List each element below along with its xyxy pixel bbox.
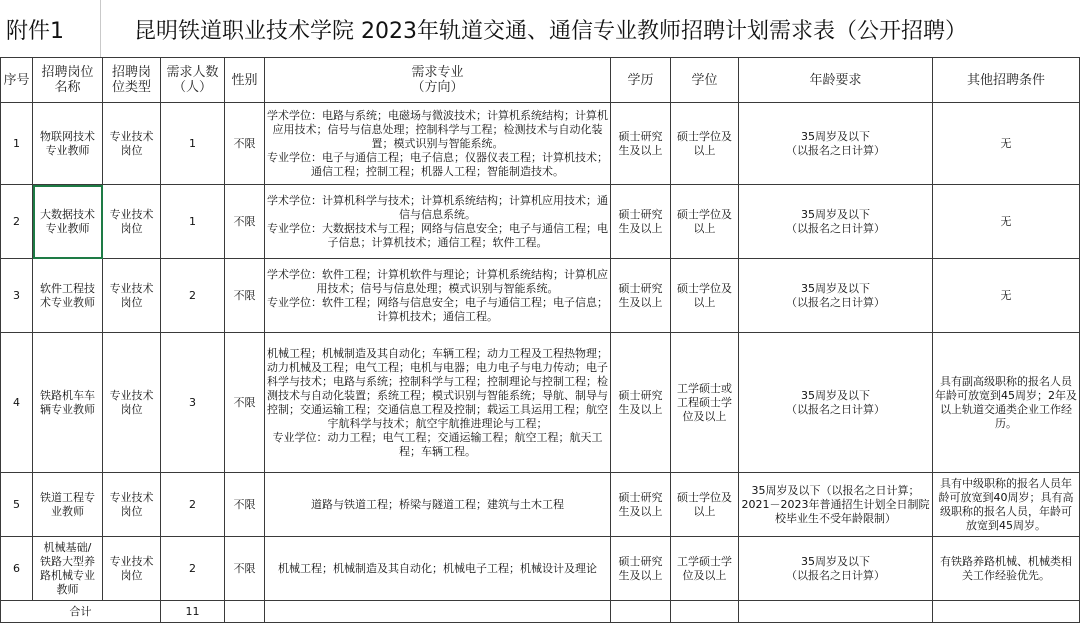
cell-count[interactable]: 2 [161, 537, 225, 601]
cell-major[interactable]: 学术学位：电路与系统；电磁场与微波技术；计算机系统结构；计算机应用技术；信号与信息处理；控制科学与工程；检测技术与自动化装置；模式识别与智能系统。 专业学位：电子与通信工程；电子信息；仪器仪表工程；计算机技术；通信工程；控制工程；机器人工程；智能制造技术。 [265, 103, 611, 185]
cell-position[interactable]: 机械基础/ 铁路大型养 路机械专业 教师 [33, 537, 103, 601]
header-row [1, 58, 1080, 103]
cell-no[interactable]: 5 [1, 473, 33, 537]
total-row [1, 601, 1080, 623]
cell-position[interactable]: 大数据技术 专业教师 [33, 185, 103, 259]
cell-type[interactable]: 专业技术 岗位 [103, 259, 161, 333]
table-row [1, 473, 1080, 537]
total-count[interactable]: 11 [161, 601, 225, 623]
header-position[interactable]: 招聘岗位 名称 [33, 58, 103, 103]
cell-no[interactable]: 4 [1, 333, 33, 473]
cell-degree[interactable]: 工学硕士学 位及以上 [671, 537, 739, 601]
cell-other[interactable]: 具有中级职称的报名人员年龄可放宽到40周岁；具有高级职称的报名人员，年龄可放宽到45周岁。 [933, 473, 1080, 537]
empty-cell[interactable] [225, 601, 265, 623]
cell-other[interactable]: 具有副高级职称的报名人员年龄可放宽到45周岁；2年及以上轨道交通类企业工作经历。 [933, 333, 1080, 473]
cell-education[interactable]: 硕士研究 生及以上 [611, 103, 671, 185]
cell-no[interactable]: 1 [1, 103, 33, 185]
header-type[interactable]: 招聘岗 位类型 [103, 58, 161, 103]
cell-major[interactable]: 道路与铁道工程；桥梁与隧道工程；建筑与土木工程 [265, 473, 611, 537]
cell-count[interactable]: 1 [161, 103, 225, 185]
cell-type[interactable]: 专业技术 岗位 [103, 185, 161, 259]
cell-education[interactable]: 硕士研究 生及以上 [611, 333, 671, 473]
total-label[interactable]: 合计 [1, 601, 161, 623]
cell-degree[interactable]: 工学硕士或 工程硕士学 位及以上 [671, 333, 739, 473]
table-row [1, 103, 1080, 185]
cell-no[interactable]: 6 [1, 537, 33, 601]
cell-age[interactable]: 35周岁及以下 （以报名之日计算） [739, 537, 933, 601]
cell-type[interactable]: 专业技术 岗位 [103, 537, 161, 601]
header-gender[interactable]: 性别 [225, 58, 265, 103]
cell-degree[interactable]: 硕士学位及 以上 [671, 259, 739, 333]
cell-position[interactable]: 铁路机车车 辆专业教师 [33, 333, 103, 473]
page-title: 昆明铁道职业技术学院 2023年轨道交通、通信专业教师招聘计划需求表（公开招聘） [134, 19, 967, 44]
cell-gender[interactable]: 不限 [225, 103, 265, 185]
header-count[interactable]: 需求人数 （人） [161, 58, 225, 103]
cell-type[interactable]: 专业技术 岗位 [103, 103, 161, 185]
cell-major[interactable]: 机械工程；机械制造及其自动化；机械电子工程；机械设计及理论 [265, 537, 611, 601]
cell-other[interactable]: 无 [933, 185, 1080, 259]
cell-other[interactable]: 无 [933, 259, 1080, 333]
cell-age[interactable]: 35周岁及以下 （以报名之日计算） [739, 333, 933, 473]
table-row [1, 185, 1080, 259]
cell-major[interactable]: 学术学位：软件工程；计算机软件与理论；计算机系统结构；计算机应用技术；信号与信息处理；模式识别与智能系统。 专业学位：软件工程；网络与信息安全；电子与通信工程；电子信息；计算机技术；通信工程。 [265, 259, 611, 333]
cell-degree[interactable]: 硕士学位及 以上 [671, 103, 739, 185]
cell-major[interactable]: 学术学位：计算机科学与技术；计算机系统结构；计算机应用技术；通信与信息系统。 专业学位：大数据技术与工程；网络与信息安全；电子与通信工程；电子信息；计算机技术；通信工程；软件工程。 [265, 185, 611, 259]
cell-education[interactable]: 硕士研究 生及以上 [611, 259, 671, 333]
cell-gender[interactable]: 不限 [225, 185, 265, 259]
cell-type[interactable]: 专业技术 岗位 [103, 333, 161, 473]
cell-gender[interactable]: 不限 [225, 473, 265, 537]
recruitment-table [0, 57, 1080, 623]
empty-cell[interactable] [671, 601, 739, 623]
cell-gender[interactable]: 不限 [225, 333, 265, 473]
cell-education[interactable]: 硕士研究 生及以上 [611, 185, 671, 259]
header-other[interactable]: 其他招聘条件 [933, 58, 1080, 103]
empty-cell[interactable] [933, 601, 1080, 623]
cell-gender[interactable]: 不限 [225, 537, 265, 601]
header-no[interactable]: 序号 [1, 58, 33, 103]
cell-position[interactable]: 软件工程技 术专业教师 [33, 259, 103, 333]
cell-age[interactable]: 35周岁及以下 （以报名之日计算） [739, 103, 933, 185]
title-bar [0, 0, 1080, 57]
cell-count[interactable]: 2 [161, 259, 225, 333]
cell-major[interactable]: 机械工程；机械制造及其自动化；车辆工程；动力工程及工程热物理；动力机械及工程；电气工程；电机与电器；电力电子与电力传动；电子科学与技术；电路与系统；控制科学与工程；控制理论与控制工程；检测技术与自动化装置；系统工程；模式识别与智能系统；导航、制导与控制；交通运输工程；交通信息工程及控制；载运工具运用工程；航空宇航科学与技术；航空宇航推进理论与工程； 专业学位：动力工程；电气工程；交通运输工程；航空工程；航天工程；车辆工程。 [265, 333, 611, 473]
cell-count[interactable]: 2 [161, 473, 225, 537]
cell-type[interactable]: 专业技术 岗位 [103, 473, 161, 537]
table-row [1, 333, 1080, 473]
cell-age[interactable]: 35周岁及以下（以报名之日计算；2021－2023年普通招生计划全日制院校毕业生不受年龄限制） [739, 473, 933, 537]
table-row [1, 259, 1080, 333]
empty-cell[interactable] [739, 601, 933, 623]
empty-cell[interactable] [611, 601, 671, 623]
header-degree[interactable]: 学位 [671, 58, 739, 103]
header-age[interactable]: 年龄要求 [739, 58, 933, 103]
cell-education[interactable]: 硕士研究 生及以上 [611, 537, 671, 601]
cell-age[interactable]: 35周岁及以下 （以报名之日计算） [739, 185, 933, 259]
cell-age[interactable]: 35周岁及以下 （以报名之日计算） [739, 259, 933, 333]
table-row [1, 537, 1080, 601]
cell-no[interactable]: 3 [1, 259, 33, 333]
cell-degree[interactable]: 硕士学位及 以上 [671, 185, 739, 259]
cell-other[interactable]: 有铁路养路机械、机械类相关工作经验优先。 [933, 537, 1080, 601]
cell-education[interactable]: 硕士研究 生及以上 [611, 473, 671, 537]
cell-position[interactable]: 铁道工程专 业教师 [33, 473, 103, 537]
annex-label: 附件1 [6, 19, 64, 44]
header-major[interactable]: 需求专业 （方向） [265, 58, 611, 103]
header-education[interactable]: 学历 [611, 58, 671, 103]
cell-other[interactable]: 无 [933, 103, 1080, 185]
cell-degree[interactable]: 硕士学位及 以上 [671, 473, 739, 537]
cell-position[interactable]: 物联网技术 专业教师 [33, 103, 103, 185]
cell-count[interactable]: 1 [161, 185, 225, 259]
cell-count[interactable]: 3 [161, 333, 225, 473]
empty-cell[interactable] [265, 601, 611, 623]
cell-gender[interactable]: 不限 [225, 259, 265, 333]
cell-no[interactable]: 2 [1, 185, 33, 259]
title-divider [100, 0, 101, 57]
